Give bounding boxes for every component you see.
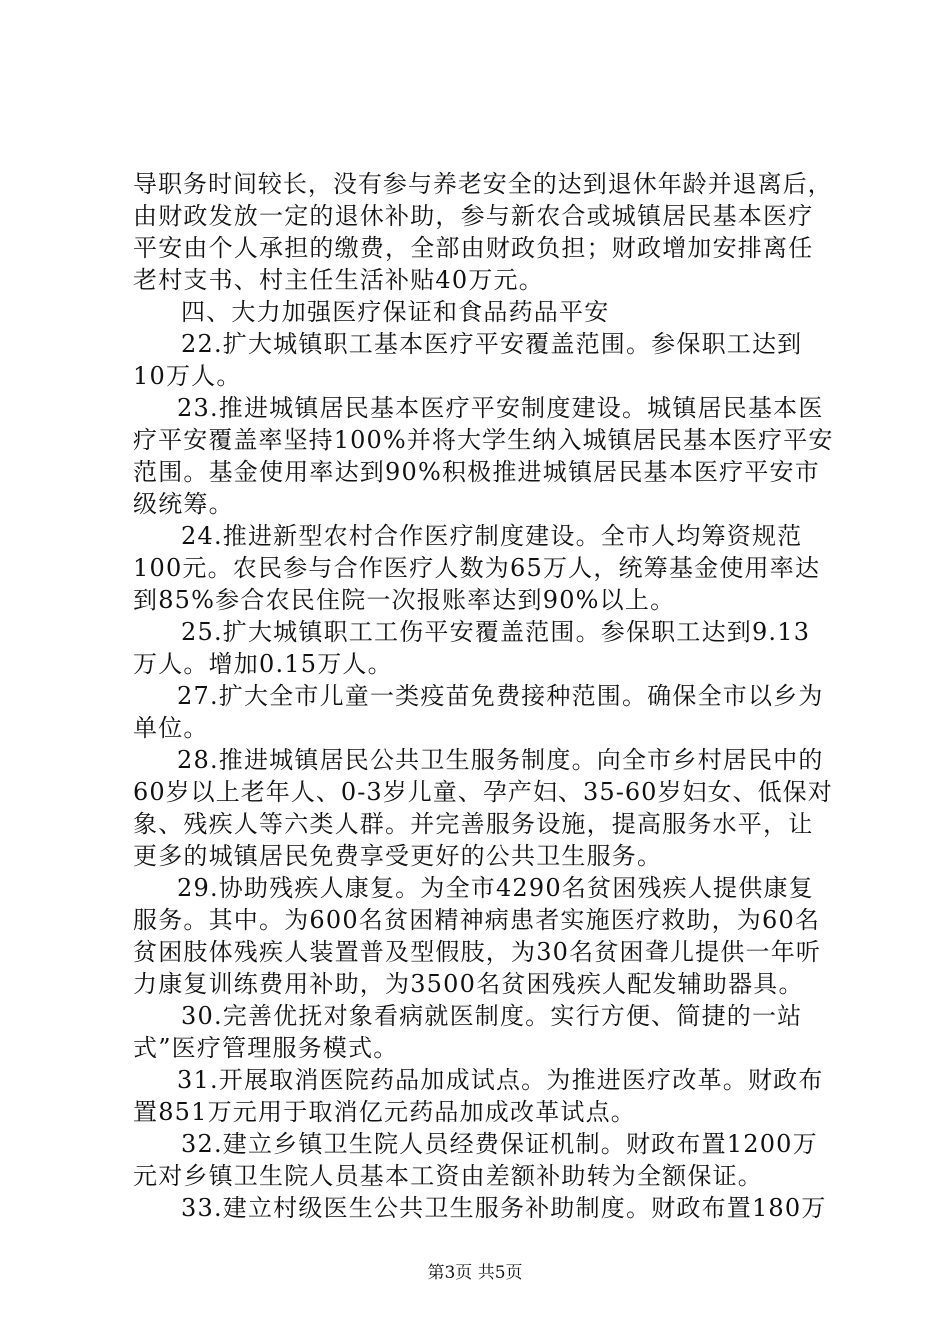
body-text bbox=[133, 168, 833, 1224]
text-line: 单位。 bbox=[133, 714, 209, 742]
text-line: 四、大力加强医疗保证和食品药品平安 bbox=[181, 298, 610, 326]
text-line: 范围。基金使用率达到90%积极推进城镇居民基本医疗平安市 bbox=[133, 458, 820, 486]
text-line: 元对乡镇卫生院人员基本工资由差额补助转为全额保证。 bbox=[133, 1162, 763, 1190]
text-line: 服务。其中。为600名贫困精神病患者实施医疗救助，为60名 bbox=[133, 906, 821, 934]
text-line: 22.扩大城镇职工基本医疗平安覆盖范围。参保职工达到 bbox=[181, 330, 803, 358]
text-line: 老村支书、村主任生活补贴40万元。 bbox=[133, 266, 544, 294]
text-line: 更多的城镇居民免费享受更好的公共卫生服务。 bbox=[133, 842, 663, 870]
text-line: 60岁以上老年人、0-3岁儿童、孕产妇、35-60岁妇女、低保对 bbox=[133, 778, 833, 806]
text-line: 万人。增加0.15万人。 bbox=[133, 650, 393, 678]
text-line: 29.协助残疾人康复。为全市4290名贫困残疾人提供康复 bbox=[177, 874, 814, 902]
text-line: 由财政发放一定的退休补助，参与新农合或城镇居民基本医疗 bbox=[133, 202, 814, 230]
text-line: 导职务时间较长，没有参与养老安全的达到退休年龄并退离后， bbox=[133, 170, 833, 198]
text-line: 置851万元用于取消亿元药品加成改革试点。 bbox=[133, 1098, 637, 1126]
text-line: 到85%参合农民住院一次报账率达到90%以上。 bbox=[133, 586, 676, 614]
text-line: 24.推进新型农村合作医疗制度建设。全市人均筹资规范 bbox=[181, 522, 803, 550]
text-line: 27.扩大全市儿童一类疫苗免费接种范围。确保全市以乡为 bbox=[177, 682, 824, 710]
text-line: 贫困肢体残疾人装置普及型假肢，为30名贫困聋儿提供一年听 bbox=[133, 938, 822, 966]
text-line: 10万人。 bbox=[133, 362, 242, 390]
text-line: 式”医疗管理服务模式。 bbox=[133, 1034, 399, 1062]
text-line: 象、残疾人等六类人群。并完善服务设施，提高服务水平，让 bbox=[133, 810, 814, 838]
text-line: 平安由个人承担的缴费，全部由财政负担；财政增加安排离任 bbox=[133, 234, 814, 262]
text-line: 31.开展取消医院药品加成试点。为推进医疗改革。财政布 bbox=[177, 1066, 824, 1094]
text-line: 33.建立村级医生公共卫生服务补助制度。财政布置180万 bbox=[181, 1194, 827, 1222]
text-line: 25.扩大城镇职工工伤平安覆盖范围。参保职工达到9.13 bbox=[181, 618, 811, 646]
text-line: 23.推进城镇居民基本医疗平安制度建设。城镇居民基本医 bbox=[177, 394, 824, 422]
text-line: 32.建立乡镇卫生院人员经费保证机制。财政布置1200万 bbox=[181, 1130, 818, 1158]
text-line: 28.推进城镇居民公共卫生服务制度。向全市乡村居民中的 bbox=[177, 746, 824, 774]
text-line: 30.完善优抚对象看病就医制度。实行方便、简捷的一站 bbox=[181, 1002, 803, 1030]
text-line: 级统筹。 bbox=[133, 490, 234, 518]
text-line: 100元。农民参与合作医疗人数为65万人，统筹基金使用率达 bbox=[133, 554, 821, 582]
text-line: 疗平安覆盖率坚持100%并将大学生纳入城镇居民基本医疗平安 bbox=[133, 426, 834, 454]
text-line: 力康复训练费用补助，为3500名贫困残疾人配发辅助器具。 bbox=[133, 970, 804, 998]
page-footer: 第3页 共5页 bbox=[427, 1263, 523, 1283]
